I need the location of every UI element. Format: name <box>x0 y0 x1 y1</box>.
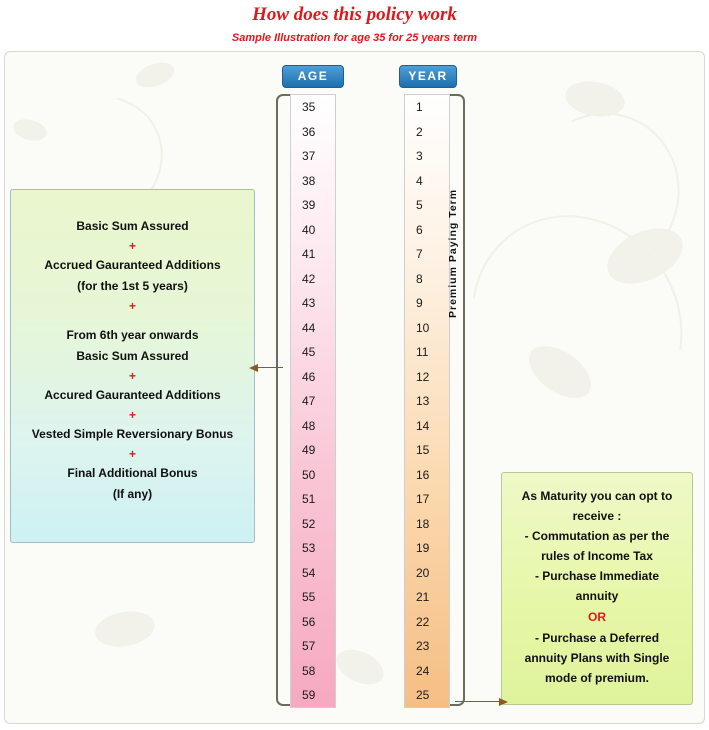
year-cell: 13 <box>416 394 430 408</box>
age-cell: 46 <box>302 369 316 384</box>
age-cell: 49 <box>302 443 316 457</box>
age-cell: 42 <box>302 271 316 286</box>
page-subtitle: Sample Illustration for age 35 for 25 years term <box>231 32 478 44</box>
page-title: How does this policy work <box>252 4 457 25</box>
maturity_box-line: As Maturity you can opt to <box>521 489 673 503</box>
age-cell: 50 <box>302 467 316 482</box>
maturity_box-line: - Purchase a Deferred <box>534 631 660 645</box>
year-column <box>404 94 450 708</box>
maturity_box-line: mode of premium. <box>544 671 649 685</box>
age-cell: 44 <box>302 320 316 335</box>
age-column-header: AGE <box>282 65 344 88</box>
age-cell: 56 <box>302 614 316 629</box>
benefit_box-line: From 6th year onwards <box>66 328 199 342</box>
maturity_box-line: rules of Income Tax <box>541 549 653 563</box>
age-cell: 59 <box>302 688 316 702</box>
benefit_box-line: (If any) <box>112 487 153 501</box>
age-cell: 47 <box>302 394 316 408</box>
age-cell: 43 <box>302 296 316 310</box>
age-cell: 55 <box>302 590 316 604</box>
premium-paying-term-label: Premium Paying Term <box>447 188 459 318</box>
benefit_box-plus-sign: + <box>128 447 136 461</box>
year-cell: 7 <box>416 247 423 261</box>
benefit-arrow-icon <box>257 367 283 368</box>
decorative-petal <box>132 58 177 92</box>
maturity_box-line: annuity <box>575 589 619 603</box>
maturity_box-line: annuity Plans with Single <box>524 651 670 665</box>
year-cell: 20 <box>416 565 430 580</box>
age-cell: 35 <box>302 100 316 114</box>
benefit_box-line: Vested Simple Reversionary Bonus <box>31 427 234 441</box>
age-cell: 53 <box>302 541 316 555</box>
decorative-petal <box>93 607 158 651</box>
year-cell: 15 <box>416 443 430 457</box>
maturity_box-or-separator: OR <box>588 610 606 624</box>
benefit_box-plus-sign: + <box>128 369 136 383</box>
benefit-details-box <box>10 189 255 543</box>
maturity_box-line: - Purchase Immediate <box>534 569 660 583</box>
year-cell: 17 <box>416 492 430 506</box>
decorative-petal <box>331 643 389 691</box>
year-cell: 2 <box>416 124 423 139</box>
age-cell: 37 <box>302 149 316 163</box>
benefit_box-line: Final Additional Bonus <box>67 466 198 480</box>
benefit_box-spacer <box>11 315 254 325</box>
age-cell: 58 <box>302 663 316 678</box>
year-cell: 3 <box>416 149 423 163</box>
age-cell: 39 <box>302 198 316 212</box>
benefit_box-line: Basic Sum Assured <box>76 219 189 233</box>
year-cell: 25 <box>416 688 430 702</box>
age-cell: 41 <box>302 247 316 261</box>
year-cell: 4 <box>416 173 423 188</box>
age-cell: 48 <box>302 418 316 433</box>
year-cell: 9 <box>416 296 423 310</box>
benefit_box-plus-sign: + <box>128 408 136 422</box>
benefit_box-line: Accrued Gauranteed Additions <box>44 258 221 272</box>
age-cell: 38 <box>302 173 316 188</box>
age-cell: 36 <box>302 124 316 139</box>
maturity_box-line: receive : <box>572 509 622 523</box>
year-cell: 21 <box>416 590 430 604</box>
benefit_box-line: Basic Sum Assured <box>76 349 189 363</box>
year-cell: 5 <box>416 198 423 212</box>
age-cell: 54 <box>302 565 316 580</box>
age-cell: 51 <box>302 492 316 506</box>
maturity-arrow-icon <box>455 701 500 702</box>
age-column <box>290 94 336 708</box>
year-cell: 14 <box>416 418 430 433</box>
year-cell: 1 <box>416 100 423 114</box>
year-cell: 12 <box>416 369 430 384</box>
age-cell: 40 <box>302 222 316 237</box>
year-cell: 8 <box>416 271 423 286</box>
benefit_box-plus-sign: + <box>128 239 136 253</box>
year-cell: 23 <box>416 639 430 653</box>
year-cell: 18 <box>416 516 430 531</box>
benefit_box-line: Accured Gauranteed Additions <box>44 388 221 402</box>
maturity_box-line: - Commutation as per the <box>524 529 670 543</box>
benefit_box-plus-sign: + <box>128 299 136 313</box>
year-cell: 6 <box>416 222 423 237</box>
year-cell: 16 <box>416 467 430 482</box>
age-cell: 52 <box>302 516 316 531</box>
year-cell: 22 <box>416 614 430 629</box>
year-cell: 19 <box>416 541 430 555</box>
year-cell: 24 <box>416 663 430 678</box>
benefit_box-line: (for the 1st 5 years) <box>77 279 188 293</box>
year-cell: 11 <box>416 345 429 359</box>
year-cell: 10 <box>416 320 430 335</box>
year-column-header: YEAR <box>399 65 457 88</box>
maturity-options-box <box>501 472 693 705</box>
age-cell: 45 <box>302 345 316 359</box>
age-cell: 57 <box>302 639 316 653</box>
